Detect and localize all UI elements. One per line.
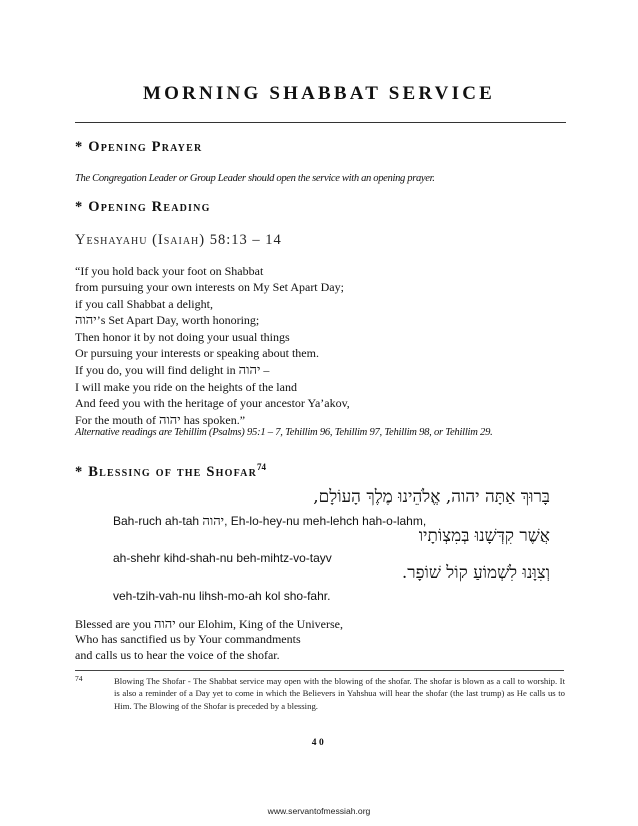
- verse-line: I will make you ride on the heights of the land: [75, 380, 297, 395]
- page-number: 40: [311, 738, 327, 748]
- verse-line: Or pursuing your interests or speaking about them.: [75, 346, 319, 361]
- verse-line: Then honor it by not doing your usual things: [75, 330, 290, 345]
- verse-text: If you do, you will find delight in: [75, 362, 239, 377]
- footnote-text: Blowing The Shofar - The Shabbat service may open with the blowing of the shofar. The shofar is blown as a call to worship. It is also a reminder of a Day yet to come in which the Believers in Yahshua will hear the shofar (the last trump) as He calls us to Him. The Blowing of the Shofar is preceded by a blessing.: [114, 676, 565, 711]
- divine-name: יהוה: [238, 362, 261, 378]
- verse-line: if you call Shabbat a delight,: [75, 296, 213, 311]
- opening-prayer-instruction: The Congregation Leader or Group Leader should open the service with an opening prayer.: [75, 173, 435, 184]
- verse-text: has spoken.”: [180, 412, 246, 427]
- verse-text: –: [260, 362, 270, 377]
- blessing-line: Who has sanctified us by Your commandments: [75, 632, 301, 647]
- transliteration-line-2: ah-shehr kihd-shah-nu beh-mihtz-vo-tayv: [113, 551, 332, 565]
- blessing-shofar-heading: [75, 462, 266, 481]
- divine-name: יהוה: [75, 312, 97, 328]
- footnote-divider: [75, 670, 564, 671]
- verse-line: [75, 362, 350, 379]
- verse-line: “If you hold back your foot on Shabbat: [75, 264, 264, 278]
- blessing-shofar-heading-text: * Blessing of the Shofar: [75, 463, 258, 480]
- page-title: MORNING SHABBAT SERVICE: [142, 83, 495, 104]
- hebrew-blessing-line-2: אֲשֶׁר קִדְּשָׁנוּ בְּמִצְוֹתָיו: [418, 526, 550, 546]
- transliteration-line-1: [113, 513, 426, 529]
- alternative-readings-note: Alternative readings are Tehillim (Psalms) 95:1 – 7, Tehillim 96, Tehillim 97, Tehillim 98, or Tehillim 29.: [75, 427, 493, 438]
- blessing-line: and calls us to hear the voice of the shofar.: [75, 647, 280, 662]
- footnote-number: 74: [75, 674, 83, 683]
- blessing-text: our Elohim, King of the Universe,: [175, 617, 343, 631]
- footnote-reference: 74: [257, 462, 267, 472]
- verse-line: And feed you with the heritage of your ancestor Ya’akov,: [75, 396, 350, 411]
- verse-text: ’s Set Apart Day, worth honoring;: [96, 312, 260, 327]
- translit-text: Bah-ruch ah-tah: [113, 514, 203, 528]
- website-url: www.servantofmessiah.org: [267, 806, 371, 816]
- divine-name: יהוה: [202, 514, 225, 529]
- title-divider: [75, 122, 566, 123]
- scripture-reference: Yeshayahu (Isaiah) 58:13 – 14: [75, 232, 282, 248]
- verse-line: from pursuing your own interests on My Set Apart Day;: [75, 280, 344, 295]
- opening-reading-heading: * Opening Reading: [75, 199, 211, 215]
- divine-name: יהוה: [159, 412, 181, 428]
- english-blessing: [75, 617, 343, 663]
- verse-text: For the mouth of: [75, 412, 159, 427]
- translit-text: , Eh-lo-hey-nu meh-lehch hah-o-lahm,: [224, 514, 427, 528]
- blessing-text: Blessed are you: [75, 617, 154, 631]
- blessing-line: [75, 617, 343, 632]
- verse-line: [75, 312, 350, 329]
- hebrew-blessing-line-3: וְצִוָּנוּ לִשְׁמוֹעַ קוֹל שׁוֹפָר.: [401, 563, 550, 583]
- hebrew-blessing-line-1: בָּרוּךְ אַתָּה יהוה, אֱלֹהֵינוּ מֶלֶךְ הָעוֹלָם,: [313, 487, 550, 507]
- scripture-verse: [75, 263, 350, 429]
- divine-name: יהוה: [153, 617, 176, 632]
- opening-prayer-heading: * Opening Prayer: [75, 139, 203, 155]
- transliteration-line-3: veh-tzih-vah-nu lihsh-mo-ah kol sho-fahr.: [113, 589, 331, 603]
